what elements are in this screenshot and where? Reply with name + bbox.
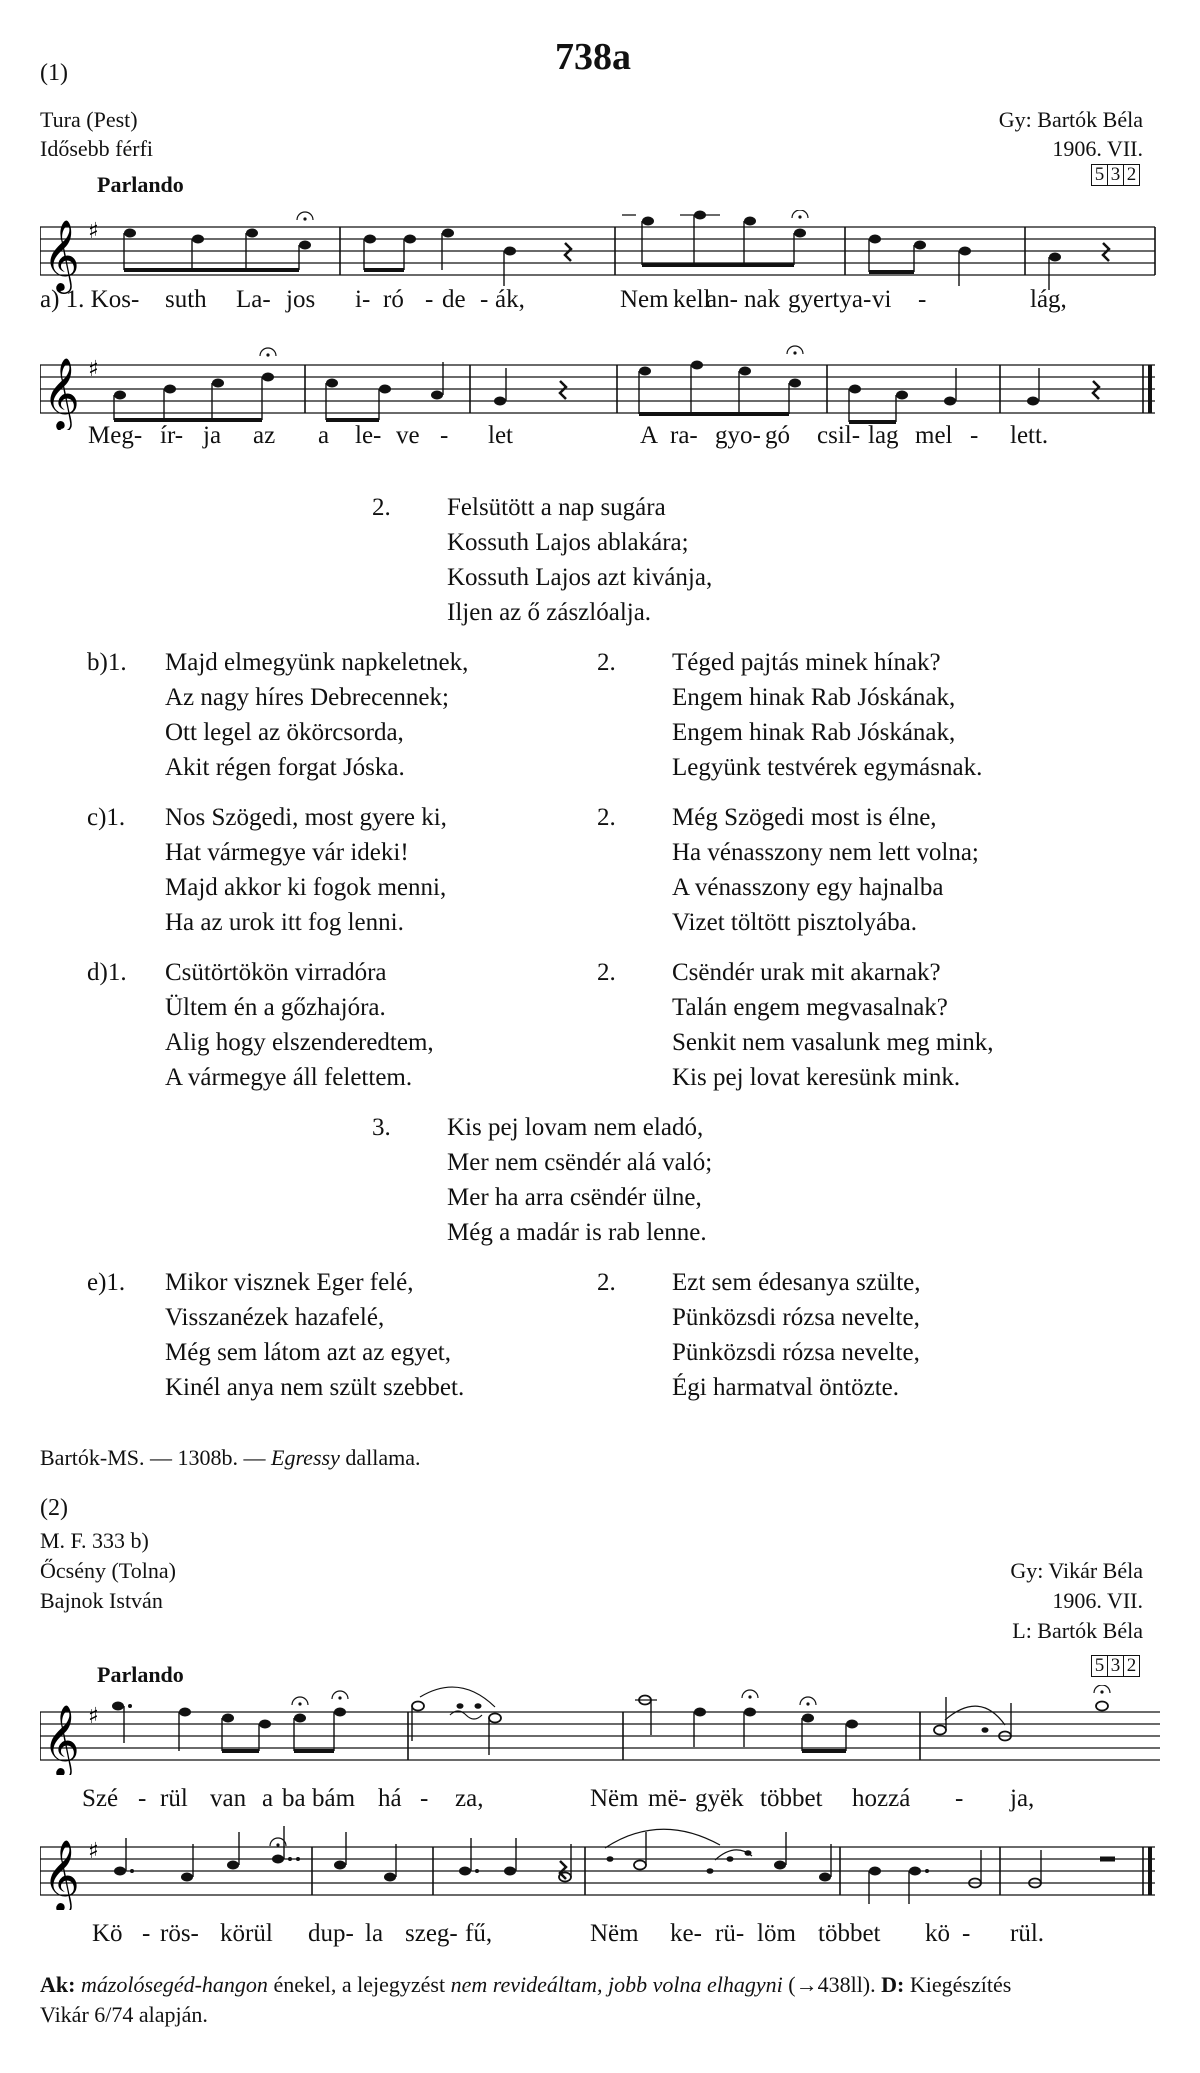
variant-d-verse-2 [672,955,993,1095]
verse-line: Hat vármegye vár ideki! [165,839,409,866]
verse-line: Kis pej lovat keresünk mink. [672,1064,961,1091]
verse-d3 [447,1110,712,1250]
lyric-syllable: rös- [160,1920,199,1947]
lyric-syllable: - [142,1920,151,1947]
lyric-syllable: bám [312,1785,356,1812]
collector: Gy: Bartók Béla [998,107,1143,132]
footnote-line-2: Vikár 6/74 alapján. [40,2002,208,2027]
structure-box: 3 [1107,164,1124,186]
verse-line: Kis pej lovam nem eladó, [447,1114,704,1141]
lyric-syllable: ra- [670,422,698,449]
lyric-syllable: a [262,1785,274,1812]
lyric-syllable: lett. [1010,422,1049,449]
source-prefix: Bartók-MS. — 1308b. — [40,1445,271,1470]
section-number: (2) [40,1495,68,1521]
lyric-syllable: gyertya- [788,286,872,313]
verse-line: Ezt sem édesanya szülte, [672,1269,921,1296]
verse-line: Még sem látom azt az egyet, [165,1339,451,1366]
svg-text:♯: ♯ [88,219,99,244]
lyric-syllable: A [640,422,659,449]
lyric-syllable: gyo- [715,422,761,449]
svg-text:♯: ♯ [88,357,99,382]
verse-line: Mer ha arra csëndér ülne, [447,1184,702,1211]
verse-line: Felsütött a nap sugára [447,494,666,521]
verse-line: Majd elmegyünk napkeletnek, [165,649,469,676]
structure-box: 5 [1091,164,1108,186]
lyric-syllable: Meg- [88,422,143,449]
lyric-syllable: rül. [1010,1920,1045,1947]
lyric-syllable: - [970,422,979,449]
lyric-syllable: van [210,1785,247,1812]
lyric-syllable: le- [355,422,382,449]
verse-line: Visszanézek hazafelé, [165,1304,385,1331]
footnote-line-1 [40,1972,1185,1998]
verse-line: Még Szögedi most is élne, [672,804,937,831]
lyric-syllable: za, [455,1785,484,1812]
collector: Gy: Vikár Béla [1010,1558,1143,1583]
collection-place: Tura (Pest) [40,107,138,132]
source-suffix: dallama. [339,1445,421,1470]
lyric-syllable: ke- [670,1920,702,1947]
lyric-syllable: kell [673,286,711,313]
source-note [40,1445,420,1471]
lyric-syllable: - [962,1920,971,1947]
verse-line: Az nagy híres Debrecennek; [165,684,449,711]
svg-text:𝄞: 𝄞 [43,1838,80,1910]
collection-date: 1906. VII. [1052,136,1143,161]
lyric-syllable: ír- [160,422,184,449]
verse-line: Pünközsdi rózsa nevelte, [672,1304,920,1331]
tempo-marking: Parlando [97,1662,184,1687]
verse-line: Nos Szögedi, most gyere ki, [165,804,447,831]
svg-text:♯: ♯ [88,1839,99,1864]
footnote-d-text: Kiegészítés [904,1972,1012,1997]
collection-date: 1906. VII. [1052,1588,1143,1613]
lyric-syllable: - [420,1785,429,1812]
verse-line: Majd akkor ki fogok menni, [165,874,447,901]
variant-label: d)1. [87,959,127,986]
svg-text:𝄞: 𝄞 [43,356,80,429]
verse-line: Csëndér urak mit akarnak? [672,959,941,986]
singer: Idősebb férfi [40,136,154,161]
verse-line: Kinél anya nem szült szebbet. [165,1374,465,1401]
lyric-syllable: - [955,1785,964,1812]
lyric-syllable: ák, [495,286,525,313]
lyric-syllable: la [365,1920,384,1947]
verse-line: A vénasszony egy hajnalba [672,874,944,901]
footnote-ak-text-1: énekel, a lejegyzést [267,1972,451,1997]
verse-line: Alig hogy elszenderedtem, [165,1029,434,1056]
lyric-syllable: többet [760,1785,823,1812]
lyric-syllable: ja [203,422,222,449]
lyric-syllable: kö [925,1920,950,1947]
music-staff-3 [40,1685,1160,1775]
verse-line: Mikor visznek Eger felé, [165,1269,414,1296]
lyric-syllable: - [918,286,927,313]
lyric-syllable: - [480,286,489,313]
verse-line: Téged pajtás minek hínak? [672,649,941,676]
singer: Bajnok István [40,1588,163,1613]
variant-label: c)1. [87,804,126,831]
verse-line: Akit régen forgat Jóska. [165,754,405,781]
verse-line: Engem hinak Rab Jóskának, [672,719,956,746]
lyric-syllable: gyëk [695,1785,744,1812]
variant-e-verse-2 [672,1265,921,1405]
lyric-syllable: többet [818,1920,881,1947]
lyric-syllable: ve [396,422,420,449]
lyric-syllable: há [378,1785,402,1812]
verse-line: Kossuth Lajos ablakára; [447,529,689,556]
music-staff-4 [40,1820,1160,1910]
lyric-syllable: jos [286,286,316,313]
lyric-syllable: hozzá [852,1785,911,1812]
verse-line: Ha vénasszony nem lett volna; [672,839,979,866]
lyric-syllable: vi [872,286,892,313]
variant-c-verse-1 [165,800,447,940]
variant-e-verse-1 [165,1265,464,1405]
footnote-ak-label: Ak: [40,1972,76,1997]
structure-box: 3 [1107,1655,1124,1677]
music-staff-1 [40,210,1160,300]
lyric-syllable: lag [868,422,899,449]
lyric-syllable: suth [165,286,207,313]
lyric-syllable: ba [282,1785,306,1812]
lyric-syllable: - [138,1785,147,1812]
collection-place: Őcsény (Tolna) [40,1558,176,1583]
lyric-syllable: szeg- [405,1920,458,1947]
verse-line: Kossuth Lajos azt kivánja, [447,564,713,591]
variant-b-verse-1 [165,645,468,785]
verse-line: A vármegye áll felettem. [165,1064,413,1091]
lyric-syllable: a) 1. Kos- [40,286,140,313]
verse-line: Ültem én a gőzhajóra. [165,994,386,1021]
lyric-syllable: az [253,422,276,449]
page-number: 738a [555,36,631,78]
verse-number: 3. [372,1114,391,1141]
lyric-syllable: rü- [715,1920,745,1947]
lyric-syllable: rül [160,1785,188,1812]
structure-box: 5 [1091,1655,1108,1677]
verse-line: Legyünk testvérek egymásnak. [672,754,983,781]
lyric-syllable: löm [757,1920,796,1947]
lyric-syllable: Kö [92,1920,123,1947]
structure-boxes [1092,164,1140,186]
variant-c-verse-2 [672,800,979,940]
variant-label: e)1. [87,1269,126,1296]
lyric-syllable: më- [648,1785,687,1812]
verse-line: Engem hinak Rab Jóskának, [672,684,956,711]
lyric-syllable: Nëm [590,1920,639,1947]
footnote-ak-italic-1: mázolósegéd-hangon [80,1972,268,1997]
verse-number: 2. [597,1269,616,1296]
footnote-ak-italic-2: nem revideáltam, jobb volna elhagyni [450,1972,783,1997]
variant-b-verse-2 [672,645,982,785]
lyric-syllable: La- [236,286,271,313]
lyric-syllable: ja, [1010,1785,1035,1812]
lyric-syllable: - [440,422,449,449]
lyric-syllable: körül [220,1920,273,1947]
verse-line: Mer nem csëndér alá való; [447,1149,713,1176]
verse-line: Vizet töltött pisztolyába. [672,909,917,936]
lyric-syllable: - [425,286,434,313]
verse-line: Égi harmatval öntözte. [672,1374,900,1401]
verse-number: 2. [597,804,616,831]
variant-d-verse-1 [165,955,434,1095]
structure-boxes [1092,1655,1140,1677]
verse-line: Talán engem megvasalnak? [672,994,948,1021]
music-staff-2 [40,340,1160,430]
lyric-syllable: lág, [1030,286,1067,313]
verse-line: Pünközsdi rózsa nevelte, [672,1339,920,1366]
lyric-syllable: de [442,286,466,313]
lyric-syllable: an- [706,286,738,313]
lyric-syllable: csil- [817,422,861,449]
svg-text:♯: ♯ [88,1704,99,1729]
verse-number: 2. [597,959,616,986]
verse-number: 2. [372,494,391,521]
source-italic: Egressy [271,1445,340,1470]
structure-box: 2 [1123,1655,1140,1677]
svg-text:𝄞: 𝄞 [43,1703,80,1775]
lyric-syllable: nak [744,286,781,313]
verse-line: Ha az urok itt fog lenni. [165,909,404,936]
verse-a2 [447,490,712,630]
verse-line: Iljen az ő zászlóalja. [447,599,652,626]
lyric-syllable: i- [355,286,371,313]
lyric-syllable: Nëm [590,1785,639,1812]
svg-text:𝄞: 𝄞 [43,218,80,291]
verse-line: Senkit nem vasalunk meg mink, [672,1029,994,1056]
transcriber: L: Bartók Béla [1012,1618,1143,1643]
lyric-syllable: let [488,422,513,449]
verse-line: Ott legel az ökörcsorda, [165,719,404,746]
tempo-marking: Parlando [97,172,184,197]
lyric-syllable: mel [915,422,953,449]
lyric-syllable: Szé [82,1785,119,1812]
verse-number: 2. [597,649,616,676]
lyric-syllable: Nem [620,286,669,313]
lyric-syllable: dup- [308,1920,354,1947]
lyric-syllable: gó [765,422,790,449]
structure-box: 2 [1123,164,1140,186]
lyric-syllable: a [318,422,330,449]
catalog-number: M. F. 333 b) [40,1528,149,1553]
variant-label: b)1. [87,649,127,676]
verse-line: Csütörtökön virradóra [165,959,387,986]
verse-line: Még a madár is rab lenne. [447,1219,707,1246]
lyric-syllable: ró [383,286,404,313]
footnote-d-label: D: [881,1972,905,1997]
footnote-ak-text-2: (→438ll). [782,1972,882,1997]
lyric-syllable: fű, [465,1920,493,1947]
section-number: (1) [40,60,68,86]
